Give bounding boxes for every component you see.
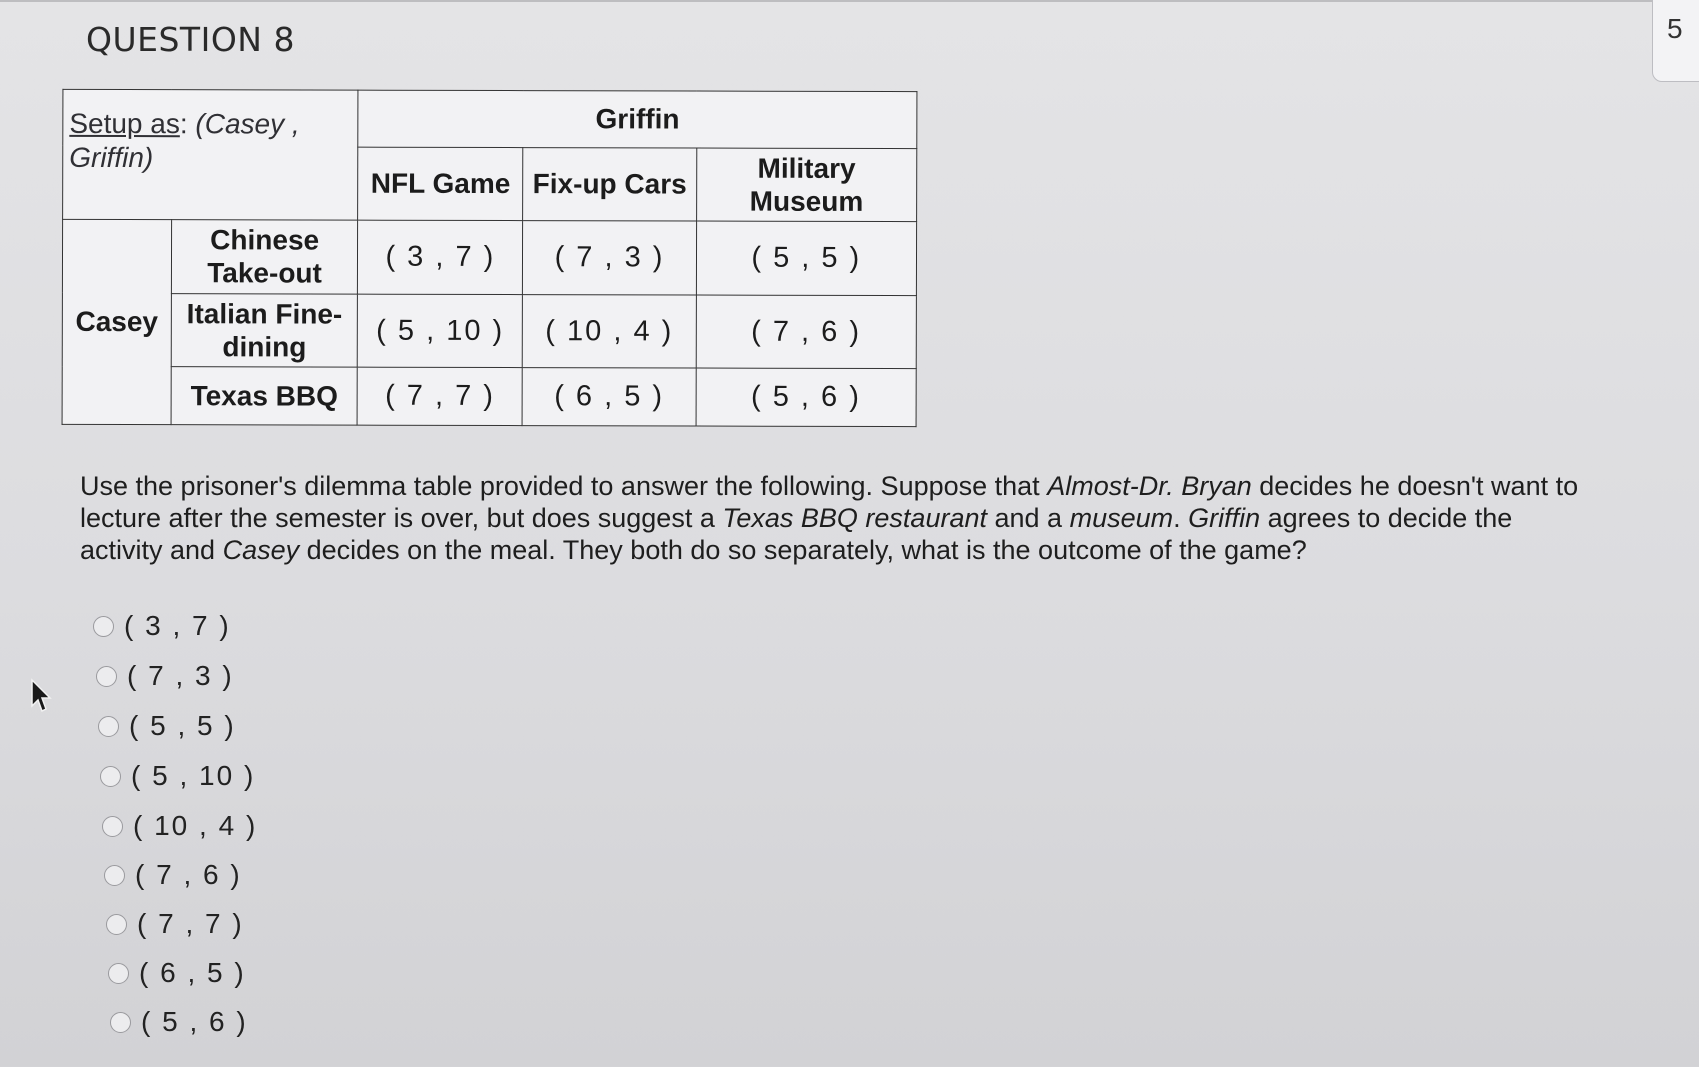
answer-option[interactable] (93, 610, 231, 642)
payoff-table (62, 89, 918, 427)
payoff-cell: ( 7 , 6 ) (696, 295, 917, 369)
prompt-text: decides he doesn't want to lecture after the semester is over, but does suggest a (80, 471, 1579, 533)
column-header-military-museum: Military Museum (696, 148, 917, 222)
payoff-cell: ( 10 , 4 ) (523, 294, 696, 368)
option-label: ( 7 , 6 ) (135, 859, 242, 890)
column-header-fix-up-cars: Fix-up Cars (523, 147, 696, 221)
option-label: ( 7 , 3 ) (127, 660, 234, 691)
radio-button[interactable] (98, 716, 119, 737)
prompt-text: agrees to decide the activity and (80, 503, 1513, 565)
payoff-cell: ( 5 , 5 ) (696, 221, 917, 295)
column-player-header: Griffin (358, 90, 917, 148)
radio-button[interactable] (110, 1012, 131, 1033)
page-top-border (0, 0, 1699, 2)
row-header-chinese-take-out: Chinese Take-out (171, 220, 358, 294)
payoff-cell: ( 7 , 7 ) (357, 368, 522, 426)
answer-option[interactable] (110, 1006, 248, 1038)
mouse-pointer-icon (30, 678, 56, 714)
prompt-emphasis: Griffin (1188, 503, 1261, 533)
option-label: ( 6 , 5 ) (139, 957, 246, 988)
option-label: ( 3 , 7 ) (124, 610, 231, 641)
answer-option[interactable] (96, 660, 234, 692)
answer-option[interactable] (108, 957, 246, 989)
answer-option[interactable] (104, 859, 242, 891)
row-header-texas-bbq: Texas BBQ (171, 367, 358, 425)
prompt-text: decides on the meal. They both do so separately, what is the outcome of the game? (299, 535, 1307, 565)
question-title: QUESTION 8 (86, 20, 295, 59)
radio-button[interactable] (96, 666, 117, 687)
radio-button[interactable] (100, 766, 121, 787)
prompt-emphasis: museum (1069, 503, 1174, 533)
option-label: ( 7 , 7 ) (137, 908, 244, 939)
points-box (1652, 0, 1699, 82)
payoff-cell: ( 5 , 10 ) (358, 294, 523, 368)
prompt-text: Use the prisoner's dilemma table provided to answer the following. Suppose that (80, 471, 1048, 501)
payoff-cell: ( 3 , 7 ) (358, 220, 523, 294)
answer-option[interactable] (100, 760, 255, 792)
radio-button[interactable] (104, 865, 125, 886)
points-label: 5 (1667, 13, 1683, 44)
option-label: ( 10 , 4 ) (133, 810, 258, 841)
option-label: ( 5 , 5 ) (129, 710, 236, 741)
payoff-cell: ( 7 , 3 ) (523, 221, 696, 295)
question-prompt (80, 470, 1580, 566)
prompt-emphasis: Casey (222, 535, 300, 565)
setup-players: (Casey , Griffin) (69, 107, 300, 173)
answer-option[interactable] (106, 908, 244, 940)
prompt-text: . (1173, 503, 1189, 533)
option-label: ( 5 , 10 ) (131, 760, 256, 791)
answer-option[interactable] (102, 810, 257, 842)
setup-colon: : (179, 107, 188, 139)
row-player-header: Casey (62, 220, 171, 425)
radio-button[interactable] (108, 963, 129, 984)
setup-cell (63, 89, 359, 220)
radio-button[interactable] (102, 816, 123, 837)
payoff-cell: ( 5 , 6 ) (696, 369, 917, 427)
radio-button[interactable] (106, 914, 127, 935)
answer-option[interactable] (98, 710, 236, 742)
prompt-emphasis: Almost-Dr. Bryan (1047, 471, 1252, 501)
column-header-nfl-game: NFL Game (358, 147, 523, 221)
prompt-text: and a (987, 503, 1070, 533)
setup-label: Setup as (69, 107, 180, 139)
prompt-emphasis: Texas BBQ restaurant (722, 503, 987, 533)
row-header-italian-fine-dining: Italian Fine-dining (171, 293, 358, 367)
radio-button[interactable] (93, 616, 114, 637)
option-label: ( 5 , 6 ) (141, 1006, 248, 1037)
payoff-cell: ( 6 , 5 ) (522, 368, 695, 426)
